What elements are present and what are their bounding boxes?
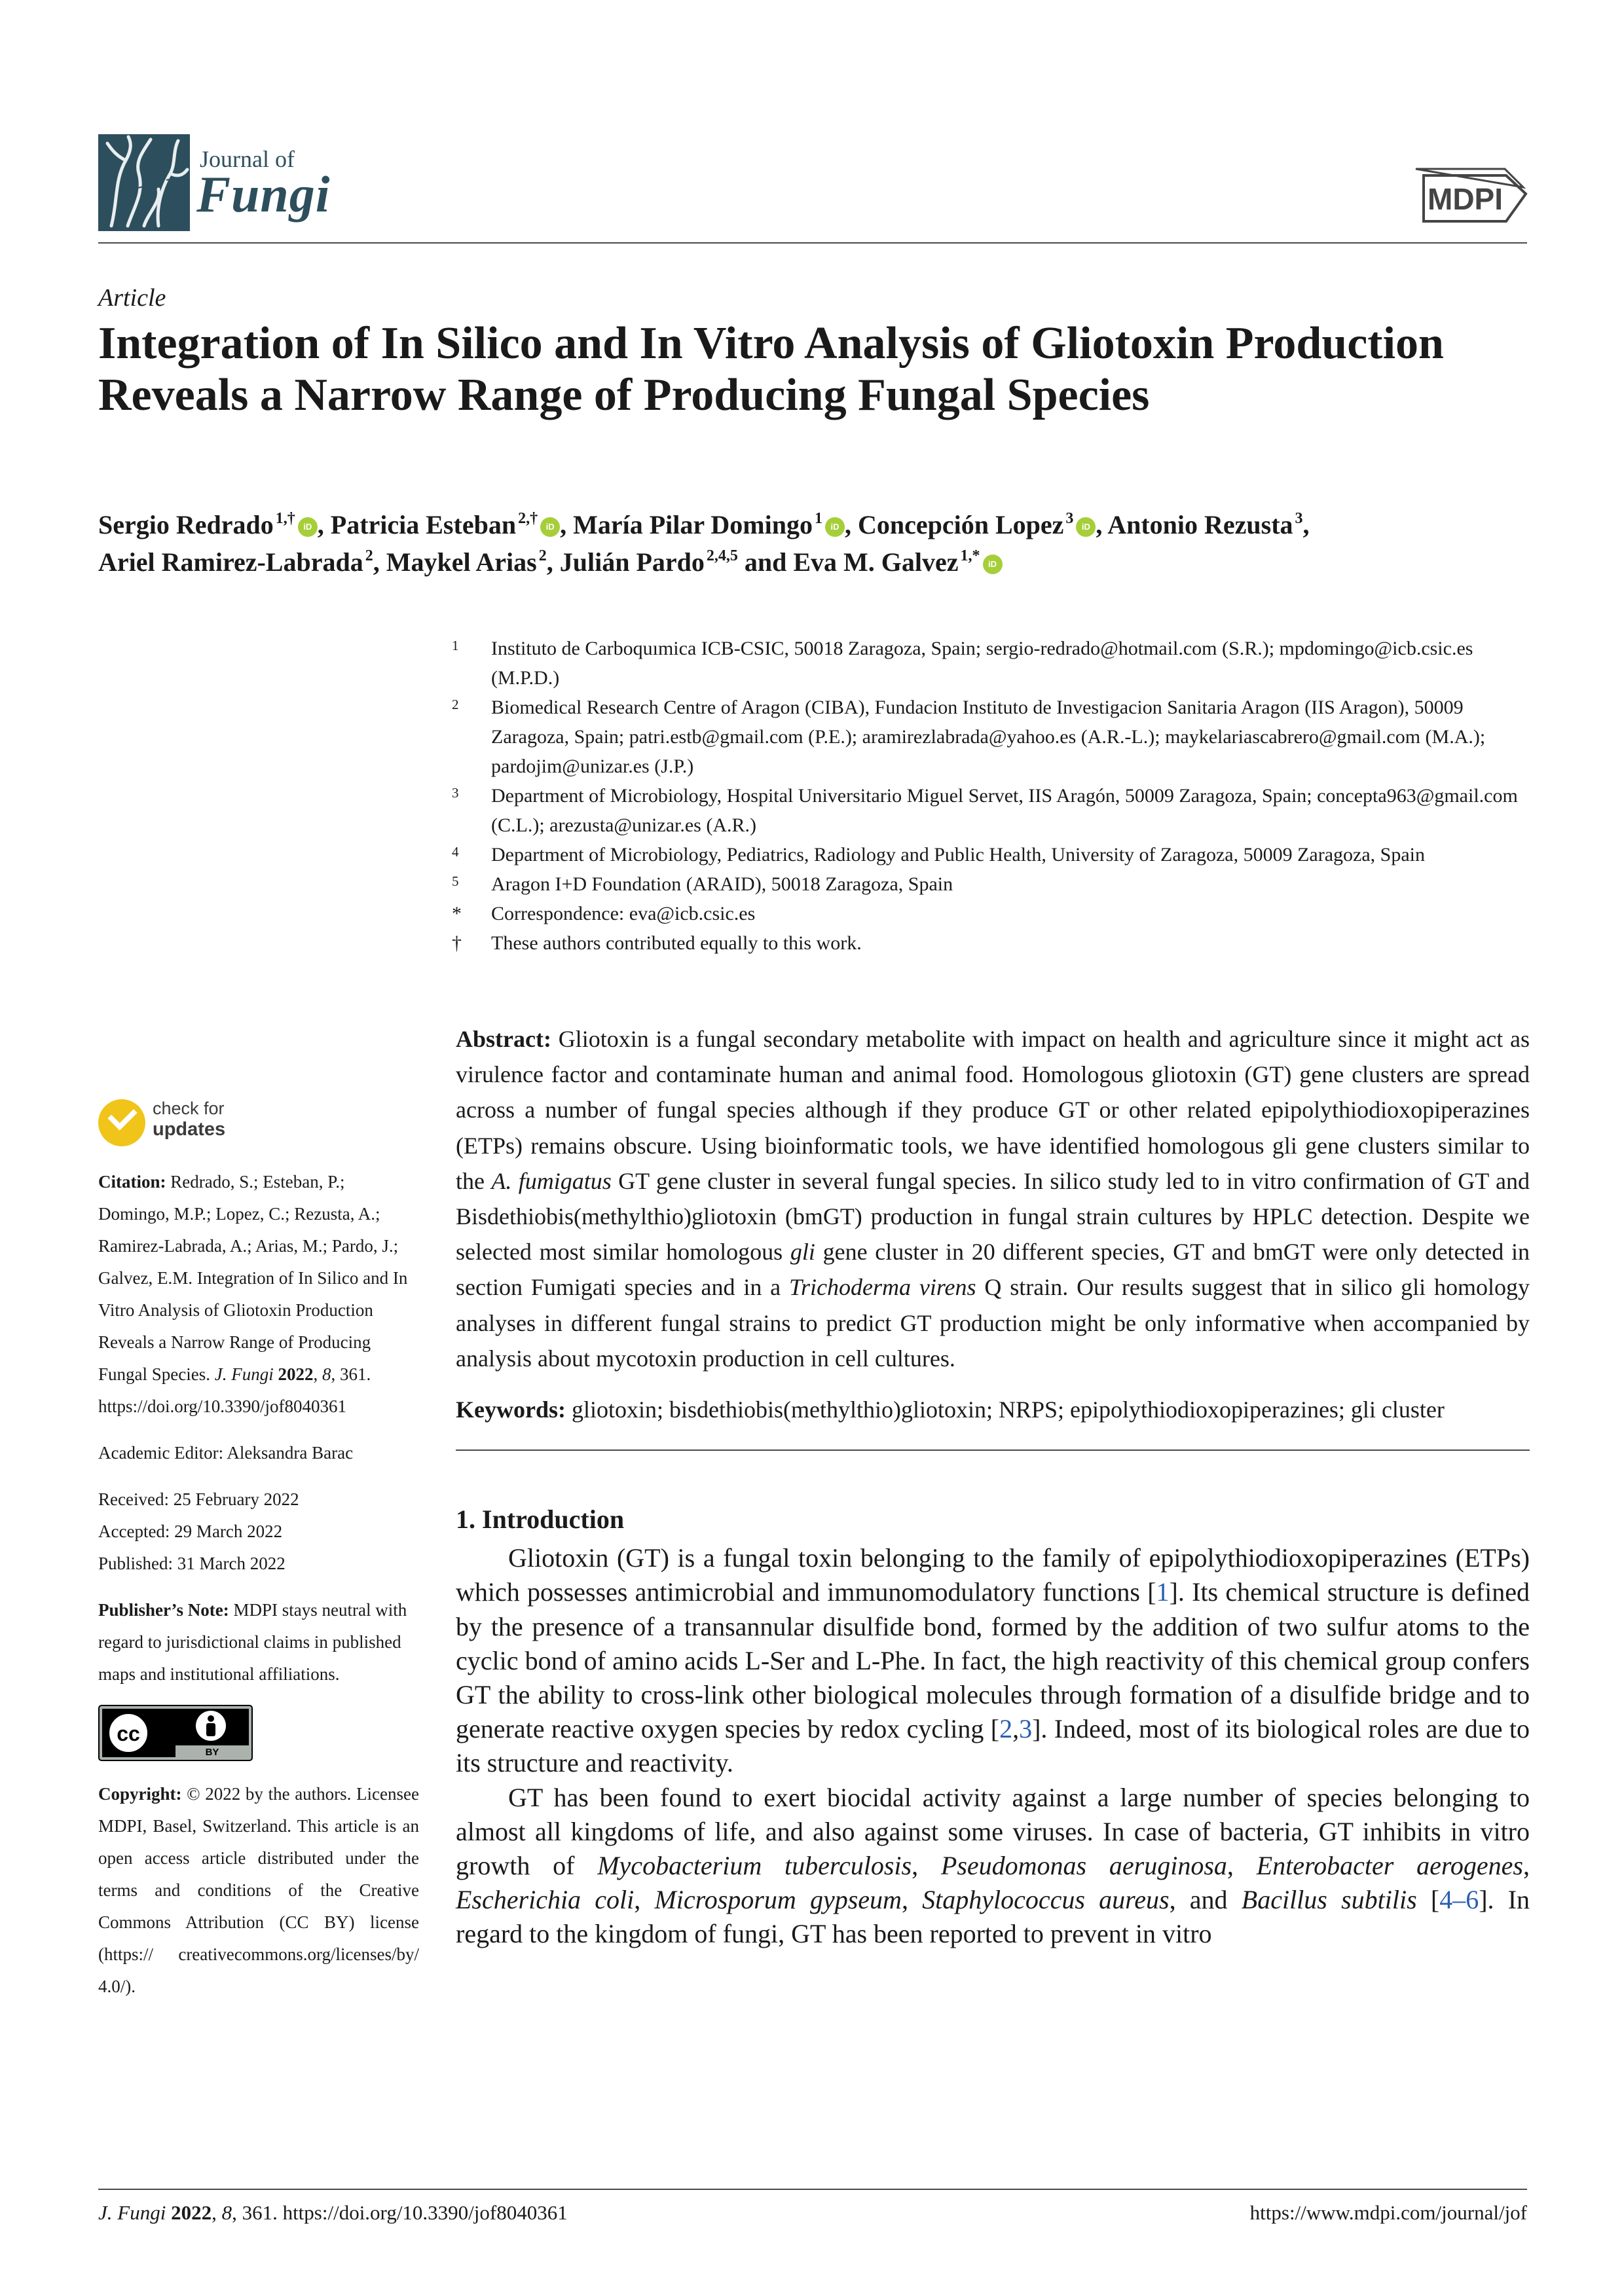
affiliation-marker: * <box>452 903 462 924</box>
keywords <box>456 1392 1530 1427</box>
author-name: Eva M. Galvez <box>793 547 959 577</box>
reference-link[interactable]: 1 <box>1156 1577 1170 1607</box>
affiliation-marker: † <box>452 932 462 954</box>
copyright-block <box>98 1778 419 2003</box>
author-name: Maykel Arias <box>386 547 537 577</box>
cc-by-license-badge[interactable] <box>98 1705 253 1761</box>
citation-volume: 8 <box>322 1364 331 1384</box>
affiliation-text: Department of Microbiology, Pediatrics, Radiology and Public Health, University of Zaragoza, 50009 Zaragoza, Spain <box>491 844 1426 866</box>
section-divider <box>456 1449 1530 1451</box>
orcid-icon[interactable]: iD <box>825 517 845 537</box>
orcid-icon[interactable]: iD <box>1076 517 1096 537</box>
check-for-updates-button[interactable] <box>98 1097 419 1153</box>
affiliation-text: Instituto de Carboquımica ICB-CSIC, 50018 Zaragoza, Spain; sergio-redrado@hotmail.com (S.R.); mpdomingo@icb.csic.es (M.P.D.) <box>491 638 1473 689</box>
affiliation-marker: 1 <box>452 638 459 653</box>
equal-contribution-note <box>452 928 1532 958</box>
publishers-note-text: MDPI stays neutral with regard to jurisdictional claims in published maps and institutional affiliations. <box>98 1600 407 1684</box>
citation-text: Redrado, S.; Esteban, P.; Domingo, M.P.; Lopez, C.; Rezusta, A.; Ramirez-Labrada, A.; Arias, M.; Pardo, J.; Galvez, E.M. Integration of In Silico and In Vitro Analysis of Gliotoxin Production Reveals a Narrow Range of Producing Fungal Species. <box>98 1172 408 1384</box>
affiliation-item <box>452 634 1532 693</box>
journal-name: Fungi <box>196 166 331 223</box>
affiliations-list <box>452 634 1532 958</box>
affiliation-marker: 2 <box>452 697 459 712</box>
citation-block: Citation: Redrado, S.; Esteban, P.; Domingo, M.P.; Lopez, C.; Rezusta, A.; Ramirez-Labrada, A.; Arias, M.; Pardo, J.; Galvez, E.M. Integration of In Silico and In Vitro Analysis of Gliotoxin Production Reveals a Narrow Range of Producing Fungal Species. J. Fungi 2022, 8, 361. https://doi.org/10.3390/jof8040361 <box>98 1172 408 1416</box>
reference-link[interactable]: 3 <box>1019 1714 1033 1744</box>
affiliation-text: Biomedical Research Centre of Aragon (CIBA), Fundacion Instituto de Investigacion Sanitaria Aragon (IIS Aragon), 50009 Zaragoza, Spain; patri.estb@gmail.com (P.E.); aramirezlabrada@yahoo.es (A.R.-L.); maykelariascabrero@gmail.com (M.A.); pardojim@unizar.es (J.P.) <box>491 697 1486 777</box>
author-name: María Pilar Domingo <box>573 510 813 539</box>
citation-journal: J. Fungi <box>214 1364 274 1384</box>
paper-title: Integration of In Silico and In Vitro Analysis of Gliotoxin Production Reveals a Narrow Range of Producing Fungal Species <box>98 318 1444 420</box>
keywords-label: Keywords: <box>456 1396 566 1423</box>
citation-year: 2022 <box>278 1364 314 1384</box>
footer-journal: J. Fungi <box>98 2201 166 2224</box>
correspondence-item <box>452 899 1532 928</box>
cc-badge-cc-text: cc <box>117 1722 140 1745</box>
affiliation-item <box>452 781 1532 840</box>
updates-label: updates <box>153 1119 226 1140</box>
footer-journal-url[interactable]: https://www.mdpi.com/journal/jof <box>1249 2201 1527 2224</box>
author-affiliation: 3 <box>1295 510 1303 527</box>
copyright-text: © 2022 by the authors. Licensee MDPI, Basel, Switzerland. This article is an open access article distributed under the terms and conditions of the Creative Commons Attribution (CC BY) license (https:// creativecommons.org/licenses/by/ 4.0/). <box>98 1784 420 1996</box>
author-name: Concepción Lopez <box>857 510 1064 539</box>
check-for-label: check for <box>153 1099 225 1118</box>
author-name: Julián Pardo <box>559 547 705 577</box>
body-paragraph: GT has been found to exert biocidal activity against a large number of species belonging to almost all kingdoms of life, and also against some viruses. In case of bacteria, GT inhibits in vitro growth of Mycobacterium tuberculosis, Pseudomonas aeruginosa, Enterobacter aerogenes, Escherichia coli, Microsporum gypseum, Staphylococcus aureus, and Bacillus subtilis [4–6]. In regard to the kingdom of fungi, GT has been reported to prevent in vitro <box>456 1782 1530 1949</box>
received-date: Received: 25 February 2022 <box>98 1489 299 1509</box>
header-rule <box>98 242 1527 244</box>
author-affiliation: 1,* <box>960 547 980 564</box>
affiliation-item <box>452 693 1532 781</box>
journal-of-label: Journal of <box>200 146 295 172</box>
author-affiliation: 2 <box>538 547 547 564</box>
orcid-icon[interactable]: iD <box>540 517 560 537</box>
dates-block <box>98 1484 419 1580</box>
accepted-date: Accepted: 29 March 2022 <box>98 1522 283 1541</box>
affiliation-text: These authors contributed equally to this work. <box>491 932 862 954</box>
cc-badge-by-text: BY <box>205 1747 219 1758</box>
citation-doi-link[interactable]: https://doi.org/10.3390/jof8040361 <box>98 1396 347 1416</box>
sidebar <box>98 1097 419 2017</box>
author-affiliation: 1 <box>814 510 822 527</box>
affiliation-marker: 5 <box>452 873 459 889</box>
mdpi-logo <box>1413 156 1530 232</box>
citation-label: Citation: <box>98 1172 166 1192</box>
orcid-icon[interactable]: iD <box>298 517 318 537</box>
checkmark-icon <box>98 1099 145 1146</box>
author-name: Ariel Ramirez-Labrada <box>98 547 363 577</box>
author-name: Patricia Esteban <box>330 510 517 539</box>
affiliation-marker: 4 <box>452 844 459 860</box>
keywords-text: gliotoxin; bisdethiobis(methylthio)gliotoxin; NRPS; epipolythiodioxopiperazines; gli cluster <box>571 1396 1445 1423</box>
affiliation-item <box>452 869 1532 899</box>
article-type: Article <box>98 284 166 312</box>
fungi-hyphae-icon <box>98 134 190 231</box>
mdpi-logo-text: MDPI <box>1428 182 1503 216</box>
reference-link[interactable]: 2 <box>999 1714 1013 1744</box>
footer-doi[interactable]: , 361. https://doi.org/10.3390/jof8040361 <box>232 2201 568 2224</box>
abstract: Abstract: Gliotoxin is a fungal secondary metabolite with impact on health and agriculture since it might act as virulence factor and contaminate human and animal food. Homologous gliotoxin (GT) gene clusters are spread across a number of fungal species although if they produce GT or other related epipolythiodioxopiperazines (ETPs) remains obscure. Using bioinformatic tools, we have identified homologous gli gene clusters similar to the A. fumigatus GT gene cluster in several fungal species. In silico study led to in vitro confirmation of GT and Bisdethiobis(methylthio)gliotoxin (bmGT) production in fungal strain cultures by HPLC detection. Despite we selected most similar homologous gli gene cluster in 20 different species, GT and bmGT were only detected in section Fumigati species and in a Trichoderma virens Q strain. Our results suggest that in silico gli homology analyses in different fungal strains to predict GT production might be only informative when accompanied by analysis about mycotoxin production in cell cultures. <box>456 1026 1530 1372</box>
section-heading: 1. Introduction <box>456 1504 625 1535</box>
published-date: Published: 31 March 2022 <box>98 1554 286 1573</box>
body-paragraph: Gliotoxin (GT) is a fungal toxin belonging to the family of epipolythiodioxopiperazines (ETPs) which possesses antimicrobial and immunomodulatory functions [1]. Its chemical structure is defined by the presence of a transannular disulfide bond, formed by the addition of two sulfur atoms to the cyclic bond of amino acids L-Ser and L-Phe. In fact, the high reactivity of this chemical group confers GT the ability to cross-link other biological molecules through formation of a disulfide bridge and to generate reactive oxygen species by redox cycling [2,3]. Indeed, most of its biological roles are due to its structure and reactivity. <box>456 1543 1530 1778</box>
publishers-note <box>98 1594 419 1690</box>
orcid-icon[interactable]: iD <box>983 555 1003 574</box>
authors-line-2: Ariel Ramirez-Labrada $^2$, Maykel Arias $^2$, Julián Pardo $^{2,4,5}$ and Eva M. Galvez $^{1,*}$ iD <box>98 547 1003 577</box>
affiliation-item <box>452 840 1532 869</box>
affiliation-marker: 3 <box>452 785 459 801</box>
journal-logo <box>98 134 190 231</box>
footer-rule <box>98 2189 1527 2190</box>
author-affiliation: 2 <box>365 547 373 564</box>
footer-year: 2022 <box>171 2201 212 2224</box>
publishers-note-label: Publisher’s Note: <box>98 1600 229 1620</box>
main-column <box>456 1021 1530 1952</box>
footer-volume: 8 <box>221 2201 232 2224</box>
citation-pages: , 361. <box>331 1364 371 1384</box>
affiliation-text: Correspondence: eva@icb.csic.es <box>491 903 756 924</box>
affiliation-text: Aragon I+D Foundation (ARAID), 50018 Zaragoza, Spain <box>491 873 953 895</box>
author-affiliation: 2,† <box>518 510 538 527</box>
academic-editor: Academic Editor: Aleksandra Barac <box>98 1443 354 1463</box>
author-affiliation: 3 <box>1065 510 1074 527</box>
abstract-label: Abstract: <box>456 1026 551 1052</box>
author-affiliation: 1,† <box>275 510 295 527</box>
affiliation-text: Department of Microbiology, Hospital Universitario Miguel Servet, IIS Aragón, 50009 Zaragoza, Spain; concepta963@gmail.com (C.L.); arezusta@unizar.es (A.R.) <box>491 785 1518 836</box>
authors-line-1: Sergio Redrado $^{1,\dagger}$ iD , Patricia Esteban $^{2,\dagger}$ iD , María Pilar Domingo $^1$ iD , Concepción Lopez $^3$ iD , Antonio Rezusta $^3$, <box>98 510 1310 539</box>
reference-link[interactable]: 4–6 <box>1439 1885 1479 1915</box>
author-name: Antonio Rezusta <box>1107 510 1293 539</box>
author-name: Sergio Redrado <box>98 510 274 539</box>
author-affiliation: 2,4,5 <box>706 547 738 564</box>
footer-citation: J. Fungi 2022, 8, 361. https://doi.org/10.3390/jof8040361 <box>98 2201 568 2224</box>
copyright-label: Copyright: <box>98 1784 182 1804</box>
